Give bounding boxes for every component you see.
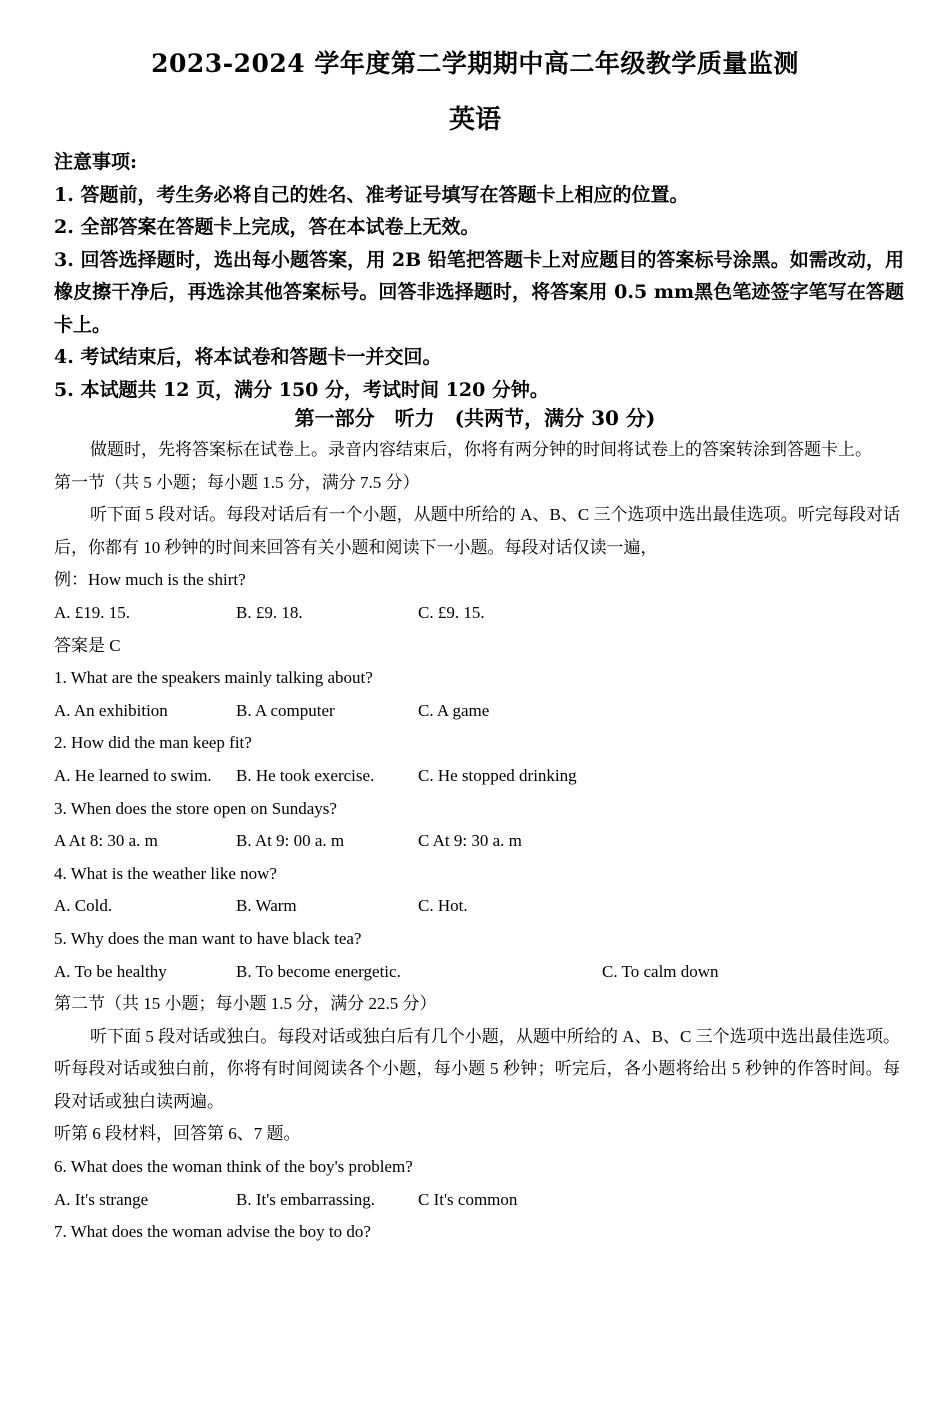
option-a: A At 8: 30 a. m (54, 831, 158, 851)
question: 4. What is the weather like now? (54, 863, 277, 883)
option-a: A. He learned to swim. (54, 765, 212, 785)
option-c: C It's common (418, 1189, 518, 1209)
option-c: C. £9. 15. (418, 602, 485, 622)
example-question: 例：How much is the shirt? (54, 570, 246, 590)
question-options (54, 825, 900, 858)
example-answer: 答案是 C (54, 635, 121, 655)
question-options (54, 890, 900, 923)
option-c: C. To calm down (602, 961, 719, 981)
option-c: C At 9: 30 a. m (418, 831, 522, 851)
part-intro: 做题时，先将答案标在试卷上。录音内容结束后，你将有两分钟的时间将试卷上的答案转涂到答题卡上。 (90, 440, 872, 459)
example-options (54, 597, 900, 630)
question: 5. Why does the man want to have black tea? (54, 928, 362, 948)
question: 7. What does the woman advise the boy to do? (54, 1222, 371, 1242)
notes-item: 1. 答题前，考生务必将自己的姓名、准考证号填写在答题卡上相应的位置。 (54, 183, 689, 206)
question: 1. What are the speakers mainly talking about? (54, 668, 373, 688)
question-options (54, 956, 900, 989)
notes-item: 5. 本试题共 12 页，满分 150 分，考试时间 120 分钟。 (54, 378, 549, 401)
option-a: A. To be healthy (54, 961, 167, 981)
option-b: B. At 9: 00 a. m (236, 831, 345, 851)
question-options (54, 695, 900, 728)
subject-title: 英语 (448, 105, 501, 135)
option-a: A. An exhibition (54, 700, 168, 720)
option-c: C. He stopped drinking (418, 765, 577, 785)
option-b: B. A computer (236, 700, 335, 720)
section-instructions: 听下面 5 段对话或独白。每段对话或独白后有几个小题，从题中所给的 A、B、C 三个选项中选出最佳选项。听每段对话或独白前，你将有时间阅读各个小题，每小题 5 秒钟；听完后，各小题将给出 5 秒钟的作答时间。每段对话或独白读两遍。 (54, 1026, 900, 1111)
notes-item: 2. 全部答案在答题卡上完成，答在本试卷上无效。 (54, 216, 480, 238)
option-b: B. To become energetic. (236, 961, 401, 981)
option-c: C. A game (418, 700, 490, 720)
question: 6. What does the woman think of the boy's problem? (54, 1157, 413, 1177)
notes-heading: 注意事项: (54, 151, 138, 173)
question-options (54, 760, 900, 793)
exam-title: 2023-2024 学年度第二学期期中高二年级教学质量监测 (151, 49, 799, 78)
option-b: B. He took exercise. (236, 765, 375, 785)
material-note: 听第 6 段材料，回答第 6、7 题。 (54, 1124, 301, 1144)
notes-item: 3. 回答选择题时，选出每小题答案，用 2B 铅笔把答题卡上对应题目的答案标号涂黑。如需改动，用橡皮擦干净后，再选涂其他答案标号。回答非选择题时，将答案用 0.5 mm黑色笔迹签字笔写在答题卡上。 (54, 248, 904, 336)
notes-block (54, 146, 904, 406)
section-heading: 第二节（共 15 小题；每小题 1.5 分，满分 22.5 分） (54, 994, 437, 1014)
question: 2. How did the man keep fit? (54, 733, 252, 753)
part-heading: 第一部分 听力 (共两节，满分 30 分) (294, 406, 656, 430)
option-a: A. It's strange (54, 1189, 149, 1209)
question-options (54, 1184, 900, 1217)
option-b: B. Warm (236, 896, 297, 916)
exam-body (54, 434, 900, 1249)
option-b: B. £9. 18. (236, 602, 303, 622)
option-a: A. Cold. (54, 896, 113, 916)
section-heading: 第一节（共 5 小题；每小题 1.5 分，满分 7.5 分） (54, 472, 420, 492)
notes-item: 4. 考试结束后，将本试卷和答题卡一并交回。 (54, 346, 442, 368)
option-a: A. £19. 15. (54, 602, 131, 622)
option-b: B. It's embarrassing. (236, 1189, 376, 1209)
section-instructions: 听下面 5 段对话。每段对话后有一个小题，从题中所给的 A、B、C 三个选项中选出最佳选项。听完每段对话后，你都有 10 秒钟的时间来回答有关小题和阅读下一小题。每段对话仅读一遍， (54, 505, 900, 557)
question: 3. When does the store open on Sundays? (54, 798, 337, 818)
option-c: C. Hot. (418, 896, 468, 916)
